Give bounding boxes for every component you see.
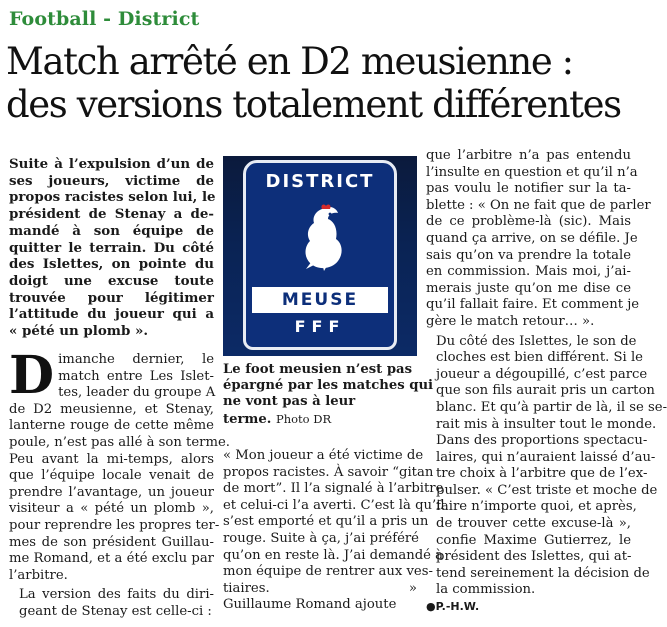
text-line: des Islettes, on pointe du bbox=[9, 256, 214, 273]
text-line: gère le match retour… ». bbox=[426, 313, 595, 329]
text-line: la commission. bbox=[436, 582, 536, 598]
article-headline bbox=[6, 40, 632, 126]
column-1-paragraph-2 bbox=[9, 587, 214, 620]
article-column-2 bbox=[223, 448, 445, 614]
column-3-paragraph-1 bbox=[426, 148, 651, 331]
text-line: de trouver cette excuse-là », bbox=[436, 516, 631, 532]
text-line: qu’on en reste là. J’ai demandé à bbox=[223, 547, 444, 563]
text-line: mes de son président Guillau- bbox=[9, 534, 214, 550]
text-line: président des Islettes, qui at- bbox=[436, 549, 632, 565]
text-line: propos racistes. À savoir “gitan bbox=[223, 464, 434, 480]
text-line: confie Maxime Gutierrez, le bbox=[436, 532, 631, 548]
text-line: tiaires. » bbox=[223, 580, 417, 596]
text-line: lanterne rouge de cette même bbox=[9, 418, 214, 434]
column-3-paragraph-2 bbox=[426, 333, 667, 600]
text-line: Guillaume Romand ajoute bbox=[223, 597, 397, 613]
article-column-1 bbox=[9, 345, 230, 621]
text-line: rait mis à insulter tout le monde. bbox=[436, 416, 657, 432]
text-line: s’est emporté et qu’il a pris un bbox=[223, 514, 429, 530]
text-line: propos racistes selon lui, le bbox=[9, 189, 216, 206]
text-line: match entre Les Islet- bbox=[58, 368, 214, 384]
text-line: l’arbitre. bbox=[9, 567, 68, 583]
text-line: quitter le terrain. Du côté bbox=[9, 239, 214, 256]
text-line: trouvée pour légitimer bbox=[9, 289, 214, 306]
text-line: Dans des proportions spectacu- bbox=[436, 433, 648, 449]
text-line: que son fils aurait pris un carton bbox=[436, 383, 655, 399]
text-line: en commission. Mais moi, j’ai- bbox=[426, 264, 631, 280]
headline-line-2: des versions totalement différentes bbox=[6, 83, 621, 126]
text-line: imanche dernier, le bbox=[58, 352, 214, 367]
text-line: de ce problème-là (sic). Mais bbox=[426, 214, 631, 230]
text-line: mandé à son équipe de bbox=[9, 222, 214, 239]
logo-meuse-band: MEUSE bbox=[252, 287, 388, 313]
text-line: pas voulu le notifier sur la ta- bbox=[426, 181, 631, 197]
text-line: ses joueurs, victime de bbox=[9, 172, 214, 189]
text-line: rouge. Suite à ça, j’ai préféré bbox=[223, 530, 419, 546]
district-shield-logo bbox=[243, 160, 397, 350]
text-line: ne vont pas à leur bbox=[223, 394, 356, 410]
drop-cap: D bbox=[9, 345, 55, 406]
text-line: cloches est bien différent. Si le bbox=[436, 350, 643, 366]
text-line: « pété un plomb ». bbox=[9, 323, 149, 340]
text-line: l’insulte en question et qu’il n’a bbox=[426, 164, 638, 180]
text-line: me Romand, et a été exclu par bbox=[9, 551, 214, 567]
text-line: et celui-ci l’a averti. C’est là qu’il bbox=[223, 497, 445, 513]
caption-text bbox=[223, 362, 434, 411]
text-line: merais juste qu’on me dise ce bbox=[426, 280, 631, 296]
text-line: « Mon joueur a été victime de bbox=[223, 448, 424, 463]
text-line: Le foot meusien n’est pas bbox=[223, 362, 413, 377]
text-line: qu’il fallait faire. Et comment je bbox=[426, 297, 640, 313]
headline-line-1: Match arrêté en D2 meusienne : bbox=[6, 40, 573, 83]
logo-district-text: DISTRICT bbox=[265, 171, 375, 192]
district-logo-photo bbox=[223, 156, 417, 356]
text-line: pour reprendre les propres ter- bbox=[9, 517, 220, 533]
photo-caption bbox=[223, 362, 434, 428]
logo-fff-text: FFF bbox=[294, 317, 346, 336]
text-line: blanc. Et qu’à partir de là, il se se- bbox=[436, 399, 667, 415]
text-line: tre choix à l’arbitre que de l’ex- bbox=[436, 466, 648, 482]
author-signature: ●P.-H.W. bbox=[426, 600, 480, 614]
article-lead bbox=[9, 156, 214, 340]
rooster-icon bbox=[292, 203, 348, 273]
text-line: Suite à l’expulsion d’un de bbox=[9, 156, 214, 172]
text-line: prendre l’avantage, un joueur bbox=[9, 484, 214, 500]
text-line: geant de Stenay est celle-ci : bbox=[19, 603, 212, 619]
text-line: de mort”. Il l’a signalé à l’arbitre bbox=[223, 481, 444, 497]
text-line: l’attitude du joueur qui a bbox=[9, 306, 214, 323]
text-line: Peu avant la mi-temps, alors bbox=[9, 451, 214, 467]
text-line: de D2 meusienne, et Stenay, bbox=[9, 401, 214, 417]
text-line: tend sereinement la décision de bbox=[436, 565, 650, 581]
text-line: sais qu’on va prendre la totale bbox=[426, 247, 631, 263]
photo-credit: Photo DR bbox=[275, 411, 332, 426]
text-line: quand ça arrive, on se défile. Je bbox=[426, 230, 638, 246]
text-line: tes, leader du groupe A bbox=[58, 385, 216, 401]
caption-last-word: terme. bbox=[223, 411, 272, 427]
article-column-3 bbox=[426, 148, 667, 616]
text-line: président de Stenay a de- bbox=[9, 206, 214, 223]
text-line: que l’équipe locale venait de bbox=[9, 468, 214, 484]
text-line: mon équipe de rentrer aux ves- bbox=[223, 564, 433, 580]
text-line: Du côté des Islettes, le son de bbox=[436, 333, 637, 349]
text-line: visiteur a « pété un plomb », bbox=[9, 501, 214, 517]
text-line: poule, n’est pas allé à son terme. bbox=[9, 434, 230, 450]
text-line: que l’arbitre n’a pas entendu bbox=[426, 148, 631, 163]
text-line: épargné par les matches qui bbox=[223, 378, 434, 394]
text-line: blette : « On ne fait que de parler bbox=[426, 197, 651, 213]
text-line: faire n’importe quoi, et après, bbox=[436, 499, 637, 515]
text-line: La version des faits du diri- bbox=[19, 587, 214, 603]
text-line: laires, qui n’auraient laissé d’au- bbox=[436, 449, 656, 465]
text-line: doigt une excuse toute bbox=[9, 272, 214, 289]
section-kicker: Football - District bbox=[9, 8, 200, 30]
text-line: joueur a dégoupillé, c’est parce bbox=[436, 366, 648, 382]
text-line: pulser. « C’est triste et moche de bbox=[436, 482, 658, 498]
